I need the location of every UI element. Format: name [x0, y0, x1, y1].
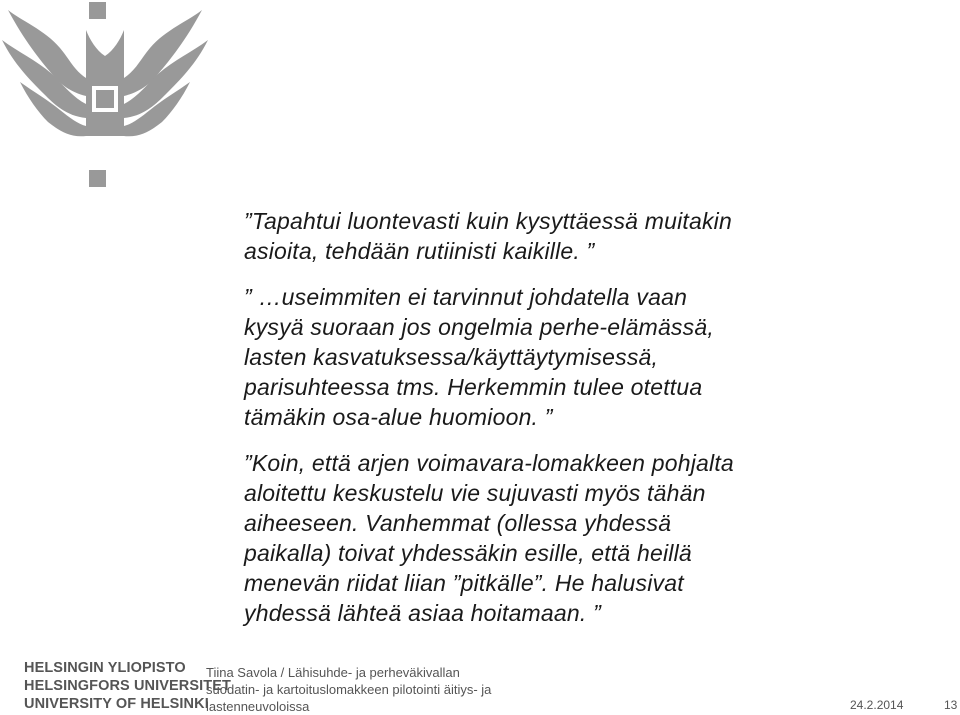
footer-page-number: 13 — [944, 698, 958, 712]
university-of-helsinki-flame-logo-icon — [0, 0, 210, 195]
quote-1: ”Tapahtui luontevasti kuin kysyttäessä muitakin asioita, tehdään rutiinisti kaikille. ” — [244, 208, 732, 264]
university-name-fi: HELSINGIN YLIOPISTO — [24, 660, 186, 676]
quote-3: ”Koin, että arjen voimavara-lomakkeen pohjalta aloitettu keskustelu vie sujuvasti myös tähän aiheeseen. Vanhemmat (ollessa yhdessä paikalla) toivat yhdessäkin esille, että heillä menevän riidat liian ”pitkälle”. He halusivat yhdessä lähteä asiaa hoitamaan. ” — [244, 450, 734, 626]
quotes-block — [244, 206, 924, 644]
university-name-sv: HELSINGFORS UNIVERSITET — [24, 678, 231, 694]
footer-project-line-2: lastenneuvoloissa — [206, 699, 310, 714]
footer-date: 24.2.2014 — [850, 698, 904, 712]
university-name-block — [24, 659, 231, 713]
footer-presentation-info — [206, 664, 526, 715]
footer-author-line: Tiina Savola / Lähisuhde- ja perheväkivallan — [206, 665, 460, 680]
footer-project-line-1: suodatin- ja kartoituslomakkeen pilotointi äitiys- ja — [206, 682, 492, 697]
quote-2: ” …useimmiten ei tarvinnut johdatella vaan kysyä suoraan jos ongelmia perhe-elämässä, lasten kasvatuksessa/käyttäytymisessä, parisuhteessa tms. Herkemmin tulee otettua tämäkin osa-alue huomioon. ” — [244, 284, 714, 430]
university-name-en: UNIVERSITY OF HELSINKI — [24, 696, 209, 712]
